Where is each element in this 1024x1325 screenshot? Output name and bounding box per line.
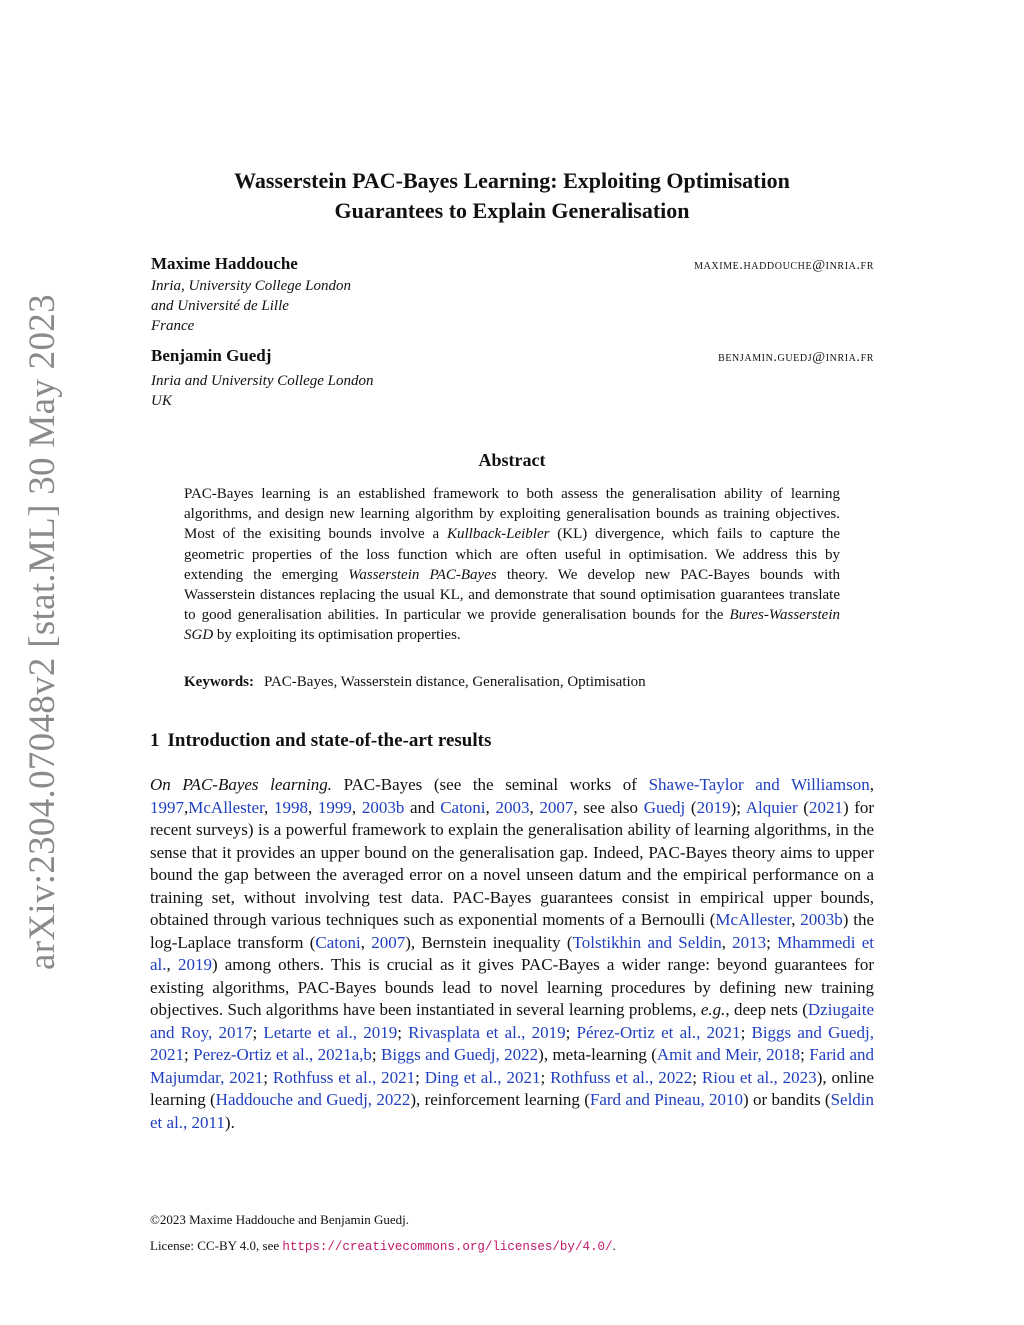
citation-link[interactable]: 2003b: [361, 797, 405, 817]
citation-link[interactable]: Tolstikhin and Seldin: [572, 932, 722, 952]
citation-link[interactable]: 2003: [495, 797, 530, 817]
intro-text: ) the log-Laplace transform (: [150, 910, 874, 952]
citation-link[interactable]: 2007: [539, 797, 574, 817]
keywords: [184, 674, 840, 691]
citation-link[interactable]: 2003b: [800, 910, 843, 929]
license-text: License: CC-BY 4.0, see: [150, 1238, 283, 1253]
citation-link[interactable]: Riou et al., 2023: [701, 1067, 817, 1087]
intro-text: ;: [766, 932, 778, 952]
intro-text: ), Bernstein inequality (: [405, 932, 573, 952]
citation-link[interactable]: McAllester: [715, 910, 792, 929]
arxiv-identifier-stamp: arXiv:2304.07048v2 [stat.ML] 30 May 2023: [22, 294, 63, 970]
intro-text: ) among others. This is crucial as it gives PAC-Bayes a wider range: beyond guarantees for existing algorithms, PAC-Bayes bounds lead to novel learning procedures by defining new training objectives. Such algorithms have been instantiated in several learning problems,: [150, 955, 874, 1019]
citation-link[interactable]: Rothfuss et al., 2022: [550, 1067, 693, 1087]
intro-text: , deep nets (: [725, 1000, 808, 1019]
paper-title-line-1: Wasserstein PAC-Bayes Learning: Exploiting Optimisation: [234, 168, 790, 193]
citation-link[interactable]: Biggs and Guedj, 2021: [150, 1022, 874, 1064]
author-name-2: Benjamin Guedj: [151, 346, 272, 365]
citation-link[interactable]: Catoni: [440, 797, 486, 817]
paper-title-line-2: Guarantees to Explain Generalisation: [334, 198, 690, 223]
affiliation-line: Inria, University College London: [151, 278, 351, 294]
intro-text: ,: [529, 797, 540, 817]
intro-text: ;: [252, 1022, 264, 1042]
intro-text: ;: [740, 1022, 752, 1042]
citation-link[interactable]: Ding et al., 2021: [424, 1067, 541, 1087]
intro-text: ).: [224, 1112, 235, 1132]
intro-text: ;: [565, 1022, 577, 1042]
section-heading: [150, 730, 491, 752]
author-email-2[interactable]: benjamin.guedj@inria.fr: [718, 350, 874, 365]
abstract-term-kl: Kullback-Leibler: [446, 526, 550, 543]
affiliation-line: Inria and University College London: [151, 373, 374, 389]
citation-link[interactable]: 2021: [808, 797, 843, 817]
intro-text: ,: [264, 797, 274, 817]
abstract-text: theory. We develop new PAC-Bayes bounds with Wasserstein distances replacing the usual KL, and demonstrate that sound optimisation guarantees translate to good generalisation abilities. In particular we provide generalisation bounds for the: [184, 566, 841, 624]
affiliation-line: UK: [151, 393, 172, 409]
intro-text: ;: [540, 1067, 551, 1087]
citation-link[interactable]: Alquier: [745, 797, 798, 817]
license-text: .: [612, 1238, 616, 1253]
intro-text: ;: [371, 1045, 382, 1064]
citation-link[interactable]: Rivasplata et al., 2019: [408, 1022, 566, 1042]
citation-link[interactable]: 2019: [696, 797, 731, 817]
citation-link[interactable]: Letarte et al., 2019: [263, 1022, 398, 1042]
intro-text: ), meta-learning (: [538, 1045, 657, 1064]
paper-title: [150, 166, 874, 226]
intro-text: ,: [184, 797, 189, 817]
citation-link[interactable]: Dziugaite and Roy, 2017: [150, 1000, 874, 1042]
intro-text: and: [404, 797, 441, 817]
intro-text: ) or bandits (: [743, 1090, 831, 1109]
citation-link[interactable]: Haddouche and Guedj, 2022: [215, 1090, 411, 1109]
keywords-text: PAC-Bayes, Wasserstein distance, Generalisation, Optimisation: [264, 674, 646, 690]
citation-link[interactable]: 1997: [150, 797, 184, 817]
citation-link[interactable]: Biggs and Guedj, 2022: [381, 1045, 539, 1064]
affiliation-line: France: [151, 318, 195, 334]
intro-text: ,: [721, 932, 733, 952]
author-affiliation-1: [151, 276, 351, 336]
intro-text: PAC-Bayes (see the seminal works of: [331, 775, 649, 794]
author-name-1: Maxime Haddouche: [151, 254, 298, 273]
citation-link[interactable]: 1999: [317, 797, 352, 817]
intro-text: (: [797, 797, 809, 817]
intro-text: ) for recent surveys) is a powerful framework to explain the generalisation ability of learning algorithms, in the sense that it provides an upper bound on the generalisation gap. Indeed, PAC-Bayes theory aims to upper bound the gap between the averaged error on a novel unseen datum and the empirical performance on a training set, without involving test data. PAC-Bayes guarantees consist in empirical upper bounds, obtained through various techniques such as exponential moments of a Bernoulli (: [150, 797, 875, 929]
intro-text: );: [730, 797, 746, 817]
citation-link[interactable]: Rothfuss et al., 2021: [272, 1067, 416, 1087]
abstract-text: PAC-Bayes learning is an established framework to both assess the generalisation ability of learning algorithms, and design new learning algorithm by exploiting generalisation bounds as training objectives. Most of the exisiting bounds involve a: [184, 486, 840, 543]
citation-link[interactable]: Mhammedi et al.: [150, 932, 874, 974]
citation-link[interactable]: 1998: [273, 797, 308, 817]
license-url-link[interactable]: https://creativecommons.org/licenses/by/4.0/: [282, 1240, 613, 1254]
section-number: 1: [150, 730, 160, 751]
license-notice: [150, 1238, 616, 1254]
citation-link[interactable]: Perez-Ortiz et al., 2021a,b: [193, 1045, 372, 1064]
abstract-term-bures-wasserstein: Bures-Wasserstein SGD: [184, 607, 840, 644]
citation-link[interactable]: 2013: [732, 932, 767, 952]
citation-link[interactable]: Catoni: [315, 932, 361, 952]
intro-text: ,: [351, 797, 362, 817]
intro-text: ;: [800, 1045, 810, 1064]
intro-text: ,: [307, 797, 318, 817]
abstract-heading: Abstract: [478, 450, 546, 470]
author-affiliation-2: [151, 371, 373, 411]
citation-link[interactable]: McAllester: [188, 797, 265, 817]
author-email-1[interactable]: maxime.haddouche@inria.fr: [694, 258, 874, 273]
paragraph-run-in-title: On PAC-Bayes learning.: [150, 775, 332, 794]
citation-link[interactable]: Seldin et al., 2011: [150, 1090, 875, 1132]
intro-text: ), reinforcement learning (: [410, 1090, 590, 1109]
intro-text: ,: [869, 775, 874, 794]
intro-text: ,: [360, 932, 372, 952]
citation-link[interactable]: Farid and Majumdar, 2021: [150, 1045, 875, 1087]
intro-text: ;: [184, 1045, 194, 1064]
intro-text: ), online learning (: [150, 1067, 874, 1109]
intro-text-emphasis: e.g.: [700, 1000, 726, 1019]
intro-text: ,: [485, 797, 496, 817]
citation-link[interactable]: Shawe-Taylor and Williamson: [648, 775, 870, 794]
intro-text: ,: [166, 955, 178, 974]
citation-link[interactable]: 2007: [371, 932, 406, 952]
citation-link[interactable]: Amit and Meir, 2018: [656, 1045, 801, 1064]
intro-text: (: [685, 797, 697, 817]
abstract-body: [184, 484, 840, 646]
intro-text: ;: [415, 1067, 425, 1087]
intro-text: ;: [692, 1067, 702, 1087]
copyright-notice: ©2023 Maxime Haddouche and Benjamin Guedj.: [150, 1212, 409, 1227]
section-title: Introduction and state-of-the-art results: [167, 730, 492, 751]
citation-link[interactable]: Fard and Pineau, 2010: [589, 1090, 744, 1109]
abstract-text: by exploiting its optimisation properties.: [213, 627, 461, 644]
citation-link[interactable]: Guedj: [643, 797, 686, 817]
intro-text: ;: [397, 1022, 409, 1042]
introduction-paragraph: [150, 774, 874, 1134]
intro-text: , see also: [573, 797, 644, 817]
intro-text: ;: [263, 1067, 273, 1087]
affiliation-line: and Université de Lille: [151, 298, 289, 314]
keywords-label: Keywords:: [184, 674, 254, 690]
citation-link[interactable]: 2019: [177, 955, 212, 974]
intro-text: ,: [791, 910, 801, 929]
citation-link[interactable]: Pérez-Ortiz et al., 2021: [576, 1022, 741, 1042]
abstract-text: (KL) divergence, which fails to capture the geometric properties of the loss function which are often useful in optimisation. We address this by extending the emerging: [184, 526, 840, 583]
abstract-term-wasserstein-pac-bayes: Wasserstein PAC-Bayes: [348, 566, 497, 583]
